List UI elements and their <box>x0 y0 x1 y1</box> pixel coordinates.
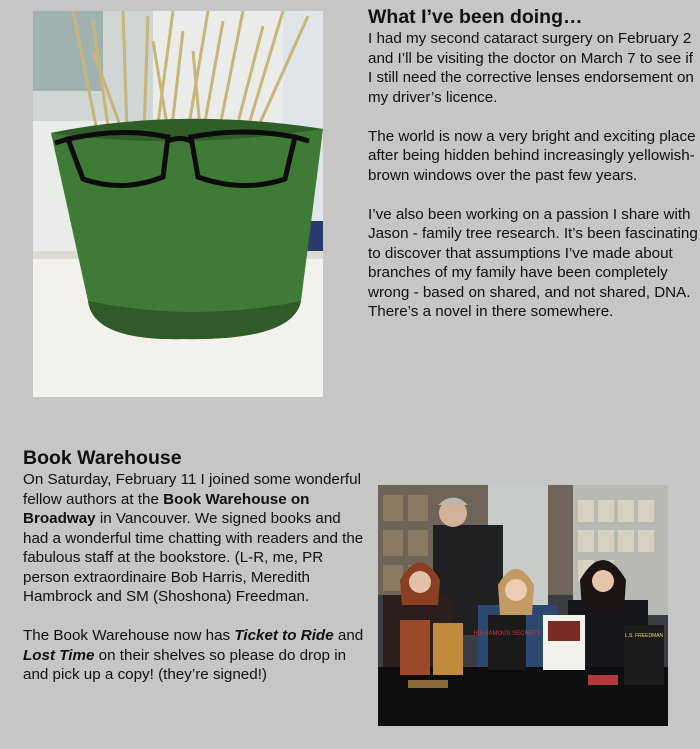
doing-paragraph-3: I’ve also been working on a passion I share with Jason - family tree research. It’s been fascinating to discover that assumptions I’ve made about branches of my family have been completely wrong - based on shared, and not shared, DNA. There’s a novel in there somewhere. <box>368 205 698 320</box>
doing-paragraph-2: The world is now a very bright and exciting place after being hidden behind increasingly yellowish-brown windows over the past few years. <box>368 127 696 184</box>
doing-section <box>368 6 698 322</box>
poster-title-on-table: L.S. FREEDMAN <box>624 633 664 639</box>
warehouse-p2-and: and <box>333 627 364 644</box>
title-lost-time: Lost Time <box>23 646 95 664</box>
warehouse-p1-text-a: On Saturday, February 11 I joined some wonderful fellow authors at the <box>23 471 361 508</box>
warehouse-p2-text-a: The Book Warehouse now has <box>23 627 235 644</box>
title-ticket-to-ride: Ticket to Ride <box>234 627 334 644</box>
doing-paragraph-1: I had my second cataract surgery on February 2 and I’ll be visiting the doctor on March 7 to see if I still need the corrective lenses endorsement on my driver’s licence. <box>368 30 694 106</box>
warehouse-p1-text-b: in Vancouver. We signed books and had a wonderful time chatting with readers and the fabulous staff at the bookstore. (L-R, me, PR person extraordinaire Bob Harris, Meredith Hambrock and SM (Shoshona) Freedman. <box>23 510 364 605</box>
warehouse-paragraph-2 <box>23 626 368 685</box>
book-title-on-table: HIS FAMOUS SECRETS <box>473 631 541 637</box>
book-warehouse-heading: Book Warehouse <box>23 447 182 469</box>
book-signing-photo <box>378 485 668 726</box>
book-warehouse-broadway: Book Warehouse on Broadway <box>23 490 310 527</box>
warehouse-paragraph-1 <box>23 470 368 607</box>
book-warehouse-section <box>23 447 368 685</box>
glasses-plant-photo <box>33 11 323 397</box>
doing-heading: What I’ve been doing… <box>368 6 583 28</box>
warehouse-p2-text-b: on their shelves so please do drop in and pick up a copy! (they’re signed!) <box>23 646 347 683</box>
